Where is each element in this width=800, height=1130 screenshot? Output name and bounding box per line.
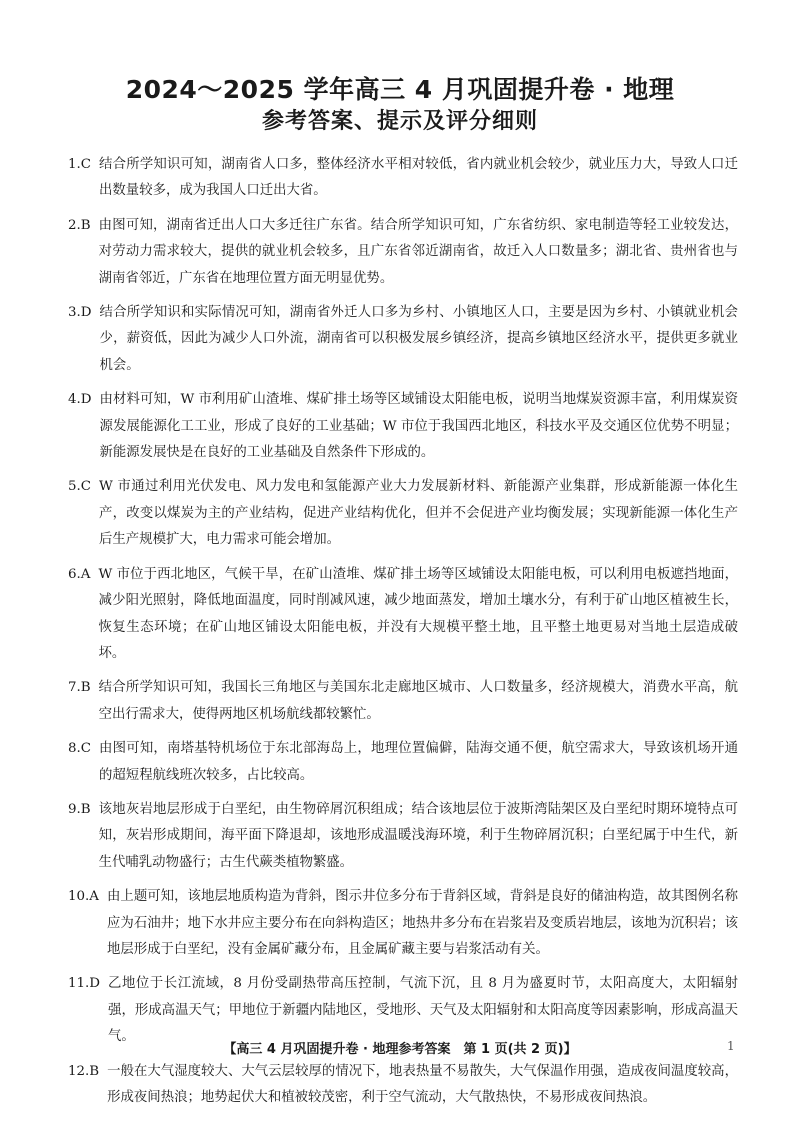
answer-explanation: W 市位于西北地区，气候干旱，在矿山渣堆、煤矿排土场等区域铺设太阳能电板，可以利用电板遮挡地面，减少阳光照射，降低地面温度，同时削减风速，减少地面蒸发，增加土壤水分，有利于矿山地区植被生长，恢复生态环境；在矿山地区铺设太阳能电板，并没有大规模平整土地，且平整土地更易对当地土层造成破坏。 [98, 566, 738, 661]
answer-item-2 [68, 213, 738, 292]
answer-item-5 [68, 474, 738, 553]
answer-number: 5.C [68, 479, 92, 495]
answer-explanation: 结合所学知识可知，我国长三角地区与美国东北走廊地区城市、人口数量多，经济规模大，消费水平高，航空出行需求大，使得两地区机场航线都较繁忙。 [98, 680, 738, 722]
answer-number: 8.C [68, 741, 92, 757]
document-title: 2024～2025 学年高三 4 月巩固提升卷 · 地理 [125, 75, 675, 104]
answer-number: 12.B [68, 1063, 100, 1079]
answer-explanation: 由材料可知，W 市利用矿山渣堆、煤矿排土场等区域铺设太阳能电板，说明当地煤炭资源丰富，利用煤炭资源发展能源化工工业，形成了良好的工业基础；W 市位于我国西北地区，科技水平及交通区位优势不明显；新能源发展快是在良好的工业基础及自然条件下形成的。 [99, 392, 738, 461]
answer-item-1 [68, 152, 738, 205]
answer-number: 3.D [68, 305, 92, 321]
answer-explanation: W 市通过利用光伏发电、风力发电和氢能源产业大力发展新材料、新能源产业集群，形成新能源一体化生产，改变以煤炭为主的产业结构，促进产业结构优化，但并不会促进产业均衡发展；实现新能源一体化生产后生产规模扩大，电力需求可能会增加。 [99, 479, 738, 548]
answer-explanation: 乙地位于长江流域，8 月份受副热带高压控制，气流下沉，且 8 月为盛夏时节，太阳高度大，太阳辐射强，形成高温天气；甲地位于新疆内陆地区，受地形、天气及太阳辐射和太阳高度等因素影响，形成高温天气。 [108, 976, 738, 1045]
answer-item-4 [68, 387, 738, 466]
document-subtitle: 参考答案、提示及评分细则 [261, 109, 538, 134]
answer-explanation: 结合所学知识可知，湖南省人口多，整体经济水平相对较低，省内就业机会较少，就业压力大，导致人口迁出数量较多，成为我国人口迁出大省。 [99, 157, 738, 199]
answer-number: 7.B [68, 680, 91, 696]
answer-item-10 [68, 884, 738, 963]
answer-item-7 [68, 675, 738, 728]
answer-number: 6.A [68, 566, 91, 582]
answer-item-9 [68, 797, 738, 876]
answer-number: 9.B [68, 801, 91, 817]
answer-explanation: 该地灰岩地层形成于白垩纪，由生物碎屑沉积组成；结合该地层位于波斯湾陆架区及白垩纪时期环境特点可知，灰岩形成期间，海平面下降退却，该地形成温暖浅海环境，利于生物碎屑沉积；白垩纪属于中生代，新生代哺乳动物盛行；古生代蕨类植物繁盛。 [98, 801, 738, 870]
answer-explanation: 结合所学知识和实际情况可知，湖南省外迁人口多为乡村、小镇地区人口，主要是因为乡村、小镇就业机会少，薪资低，因此为减少人口外流，湖南省可以积极发展乡镇经济，提高乡镇地区经济水平，提供更多就业机会。 [99, 305, 738, 373]
answer-item-8 [68, 736, 738, 789]
answer-item-12 [68, 1059, 738, 1112]
answer-explanation: 由图可知，湖南省迁出人口大多迁往广东省。结合所学知识可知，广东省纺织、家电制造等轻工业较发达，对劳动力需求较大，提供的就业机会较多，且广东省邻近湖南省，故迁入人口数量多；湖北省、贵州省也与湖南省邻近，广东省在地理位置方面无明显优势。 [98, 217, 738, 286]
answer-number: 11.D [68, 976, 101, 992]
answer-explanation: 由图可知，南塔基特机场位于东北部海岛上，地理位置偏僻，陆海交通不便，航空需求大，导致该机场开通的超短程航线班次较多，占比较高。 [99, 741, 738, 783]
answer-item-6 [68, 562, 738, 668]
answer-number: 4.D [68, 392, 92, 408]
answer-explanation: 一般在大气湿度较大、大气云层较厚的情况下，地表热量不易散失，大气保温作用强，造成夜间温度较高，形成夜间热浪；地势起伏大和植被较茂密，利于空气流动，大气散热快，不易形成夜间热浪。 [107, 1063, 738, 1105]
page-corner-mark: 1 [727, 1039, 735, 1053]
answer-number: 10.A [68, 889, 99, 905]
answer-number: 2.B [68, 217, 91, 233]
page-footer: 【高三 4 月巩固提升卷 · 地理参考答案 第 1 页(共 2 页)】 [223, 1042, 577, 1057]
answer-item-3 [68, 300, 738, 379]
answer-explanation: 由上题可知，该地层地质构造为背斜，图示井位多分布于背斜区域，背斜是良好的储油构造，故其图例名称应为石油井；地下水井应主要分布在向斜构造区；地热井多分布在岩浆岩及变质岩地层，该地为沉积岩；该地层形成于白垩纪，没有金属矿藏分布，且金属矿藏主要与岩浆活动有关。 [106, 889, 738, 957]
answer-list [68, 152, 738, 1119]
answer-number: 1.C [68, 157, 92, 172]
